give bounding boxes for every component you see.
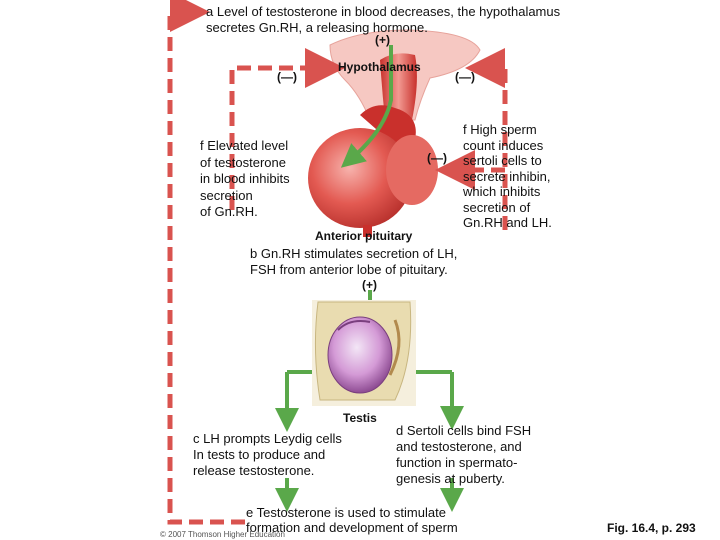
anterior-pituitary-label: Anterior pituitary <box>315 229 413 243</box>
figure-caption: Fig. 16.4, p. 293 <box>607 521 696 535</box>
step-c-text: c LH prompts Leydig cells In tests to produce and release testosterone. <box>193 431 342 478</box>
minus-sign-left: (—) <box>277 70 297 84</box>
testis-label: Testis <box>343 411 377 425</box>
plus-sign-mid: (+) <box>362 278 377 292</box>
step-d-text: d Sertoli cells bind FSH and testosterone, and function in spermato- genesis at puberty. <box>396 423 532 486</box>
step-b-text: b Gn.RH stimulates secretion of LH, FSH from anterior lobe of pituitary. <box>250 246 458 277</box>
step-f-left-text: f Elevated level of testosterone in blood inhibits secretion of Gn.RH. <box>200 138 290 219</box>
step-f-right-text: f High sperm count induces sertoli cells to secrete inhibin, which inhibits secretion of Gn.RH and LH. <box>463 122 552 230</box>
minus-sign-right-top: (—) <box>455 70 475 84</box>
step-a-text: a Level of testosterone in blood decreases, the hypothalamus secretes Gn.RH, a releasing hormone. <box>206 4 561 35</box>
anterior-pituitary-gland <box>308 105 438 228</box>
minus-sign-right-mid: (—) <box>427 151 447 165</box>
step-e-text: e Testosterone is used to stimulate formation and development of sperm <box>246 505 458 535</box>
plus-sign-top: (+) <box>375 33 390 47</box>
hypothalamus-label: Hypothalamus <box>338 60 421 74</box>
testis-illustration <box>312 300 416 406</box>
copyright-notice: © 2007 Thomson Higher Education <box>160 530 285 539</box>
